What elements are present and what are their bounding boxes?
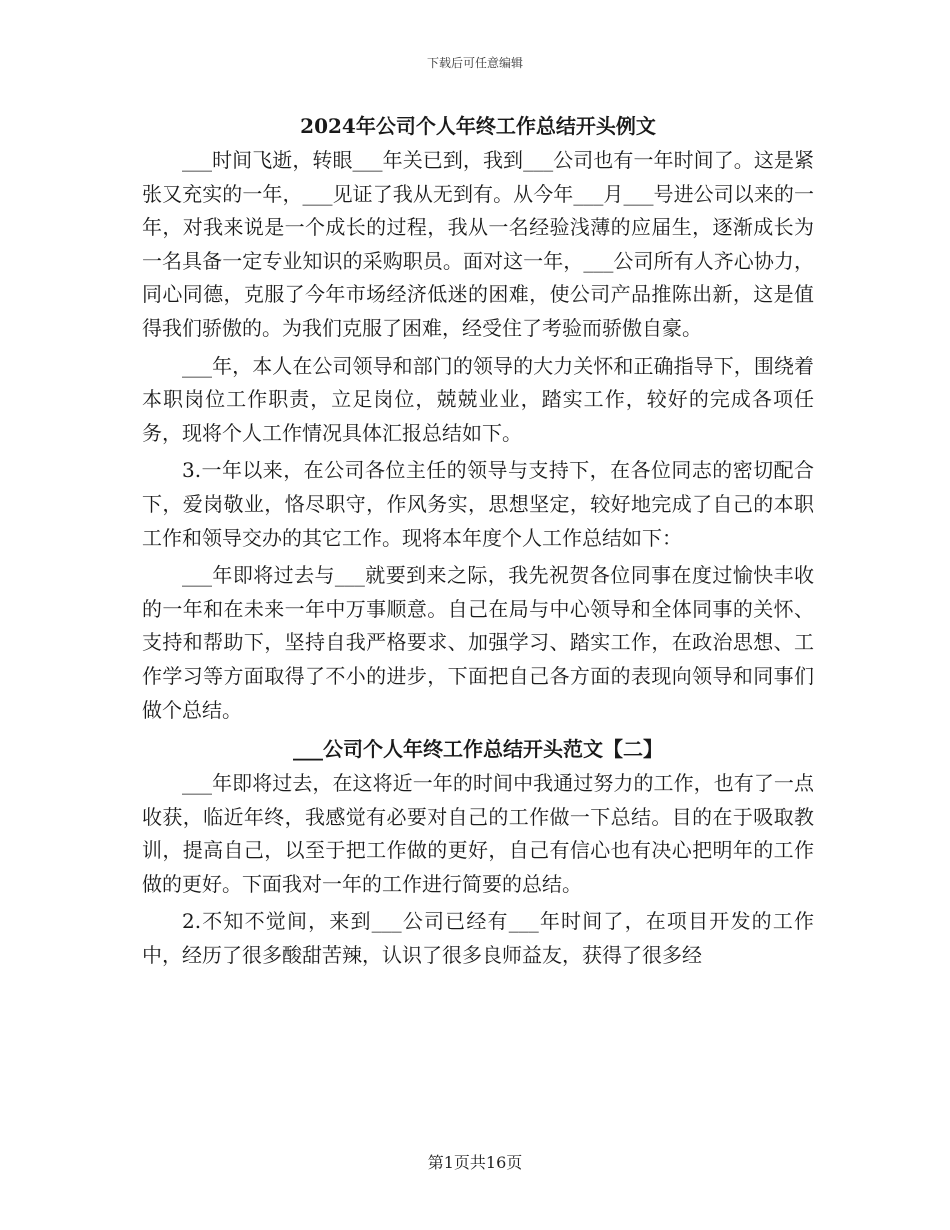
- section-title: ___公司个人年终工作总结开头范文【二】: [293, 737, 663, 762]
- paragraph: 2.不知不觉间，来到___公司已经有___年时间了，在项目开发的工作中，经历了很多酸甜苦辣，认识了很多良师益友，获得了很多经: [142, 909, 814, 968]
- paragraph: ___年即将过去，在这将近一年的时间中我通过努力的工作，也有了一点收获，临近年终，我感觉有必要对自己的工作做一下总结。目的在于吸取教训，提高自己，以至于把工作做的更好，自己有信心也有决心把明年的工作做的更好。下面我对一年的工作进行简要的总结。: [142, 771, 814, 896]
- page-footer: 第1页共16页: [427, 1153, 523, 1172]
- paragraph: 3.一年以来，在公司各位主任的领导与支持下，在各位同志的密切配合下，爱岗敬业，恪尽职守，作风务实，思想坚定，较好地完成了自己的本职工作和领导交办的其它工作。现将本年度个人工作总结如下：: [142, 458, 814, 550]
- paragraph: ___年，本人在公司领导和部门的领导的大力关怀和正确指导下，围绕着本职岗位工作职责，立足岗位，兢兢业业，踏实工作，较好的完成各项任务，现将个人工作情况具体汇报总结如下。: [142, 353, 814, 445]
- paragraph: ___年即将过去与___就要到来之际，我先祝贺各位同事在度过愉快丰收的一年和在未来一年中万事顺意。自己在局与中心领导和全体同事的关怀、支持和帮助下，坚持自我严格要求、加强学习、踏实工作，在政治思想、工作学习等方面取得了不小的进步，下面把自己各方面的表现向领导和同事们做个总结。: [142, 563, 814, 722]
- page-header-note: 下载后可任意编辑: [426, 56, 523, 70]
- document-title: 2024年公司个人年终工作总结开头例文: [300, 114, 656, 138]
- paragraph: ___时间飞逝，转眼___年关已到，我到___公司也有一年时间了。这是紧张又充实的一年，___见证了我从无到有。从今年___月___号进公司以来的一年，对我来说是一个成长的过程，我从一名经验浅薄的应届生，逐渐成长为一名具备一定专业知识的采购职员。面对这一年，___公司所有人齐心协力，同心同德，克服了今年市场经济低迷的困难，使公司产品推陈出新，这是值得我们骄傲的。为我们克服了困难，经受住了考验而骄傲自豪。: [142, 148, 814, 340]
- document-body: [142, 108, 814, 977]
